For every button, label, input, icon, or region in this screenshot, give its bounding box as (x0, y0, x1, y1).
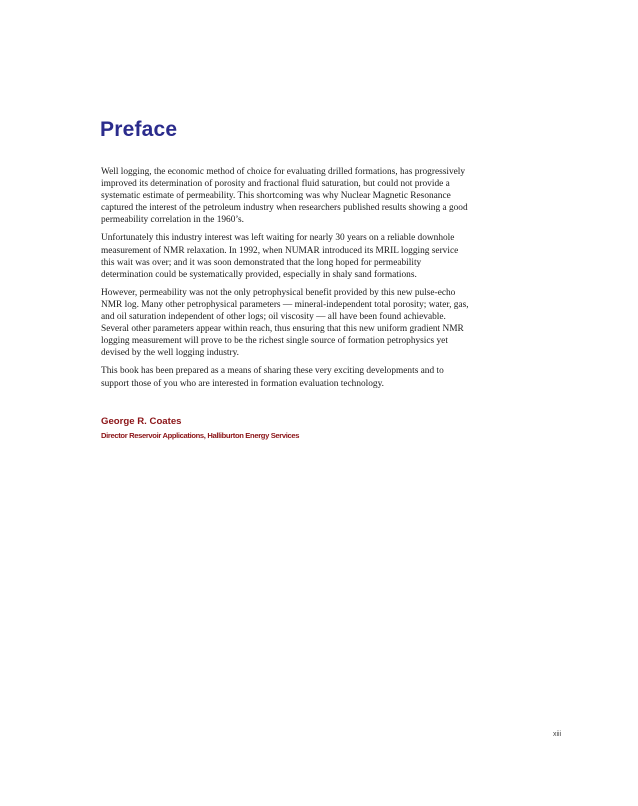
paragraph-4: This book has been prepared as a means of sharing these very exciting developments and to support those of you who are interested in formation evaluation technology. (101, 366, 444, 389)
page-number: xiii (553, 731, 562, 738)
paragraph-2: Unfortunately this industry interest was left waiting for nearly 30 years on a reliable downhole measurement of NMR relaxation. In 1992, when NUMAR introduced its MRIL logging service this wait was over; and it was soon demonstrated that the long hoped for permeability determination could be systematically provided, especially in shaly sand formations. (101, 233, 459, 280)
paragraph-1: Well logging, the economic method of choice for evaluating drilled formations, has progressively improved its determination of porosity and fractional fluid saturation, but could not provide a systematic estimate of permeability. This shortcoming was why Nuclear Magnetic Resonance captured the interest of the petroleum industry when researchers published results showing a good permeability correlation in the 1960’s. (101, 167, 468, 226)
author-name: George R. Coates (101, 416, 182, 427)
page-title: Preface (100, 118, 178, 141)
paragraph-3: However, permeability was not the only petrophysical benefit provided by this new pulse-echo NMR log. Many other petrophysical parameters — mineral-independent total porosity; water, gas, and oil saturation independent of other logs; oil viscosity — all have been found achievable. Several other parameters appear within reach, thus ensuring that this new uniform gradient NMR logging measurement will prove to be the richest single source of formation petrophysics yet devised by the well logging industry. (101, 287, 469, 359)
preface-body (101, 166, 471, 396)
author-title: Director Reservoir Applications, Halliburton Energy Services (101, 431, 300, 440)
